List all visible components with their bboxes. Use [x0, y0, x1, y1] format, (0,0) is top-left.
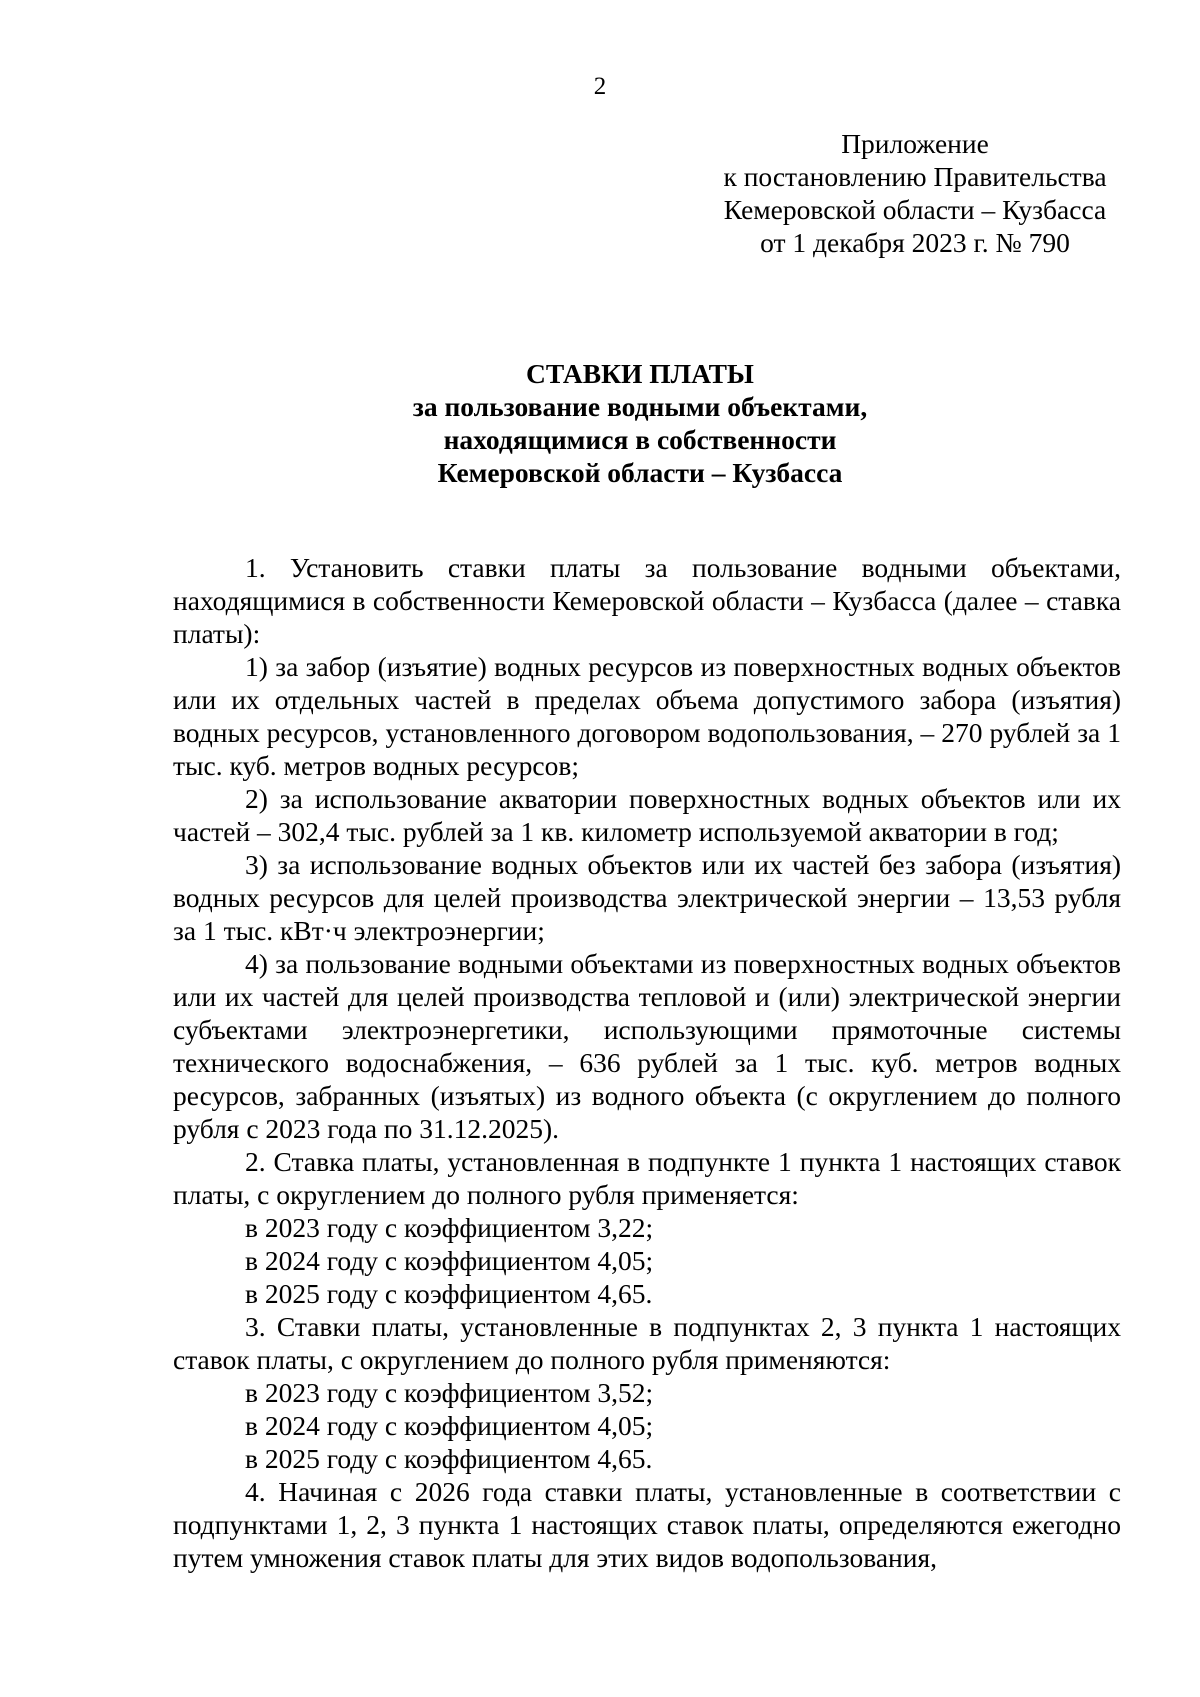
- subparagraph-3: 3) за использование водных объектов или их частей без забора (изъятия) водных ресурсов для целей производства электрической энергии – 13,53 рубля за 1 тыс. кВт·ч электроэнергии;: [173, 849, 1121, 946]
- subtitle-line: находящимися в собственности: [443, 424, 837, 455]
- appendix-line: к постановлению Правительства: [723, 161, 1107, 192]
- coefficient-line: в 2025 году с коэффициентом 4,65.: [245, 1443, 653, 1474]
- appendix-line: Приложение: [841, 128, 989, 159]
- page-number: 2: [593, 73, 607, 100]
- appendix-line: от 1 декабря 2023 г. № 790: [760, 227, 1070, 258]
- subtitle-line: Кемеровской области – Кузбасса: [437, 457, 843, 488]
- coefficient-line: в 2024 году с коэффициентом 4,05;: [245, 1410, 654, 1441]
- coefficient-line: в 2023 году с коэффициентом 3,22;: [245, 1212, 654, 1243]
- paragraph-item-4: 4. Начиная с 2026 года ставки платы, установленные в соответствии с подпунктами 1, 2, 3 пункта 1 настоящих ставок платы, определяются ежегодно путем умножения ставок платы для этих видов водопользования,: [173, 1476, 1121, 1573]
- paragraph-item-3: 3. Ставки платы, установленные в подпунктах 2, 3 пункта 1 настоящих ставок платы, с округлением до полного рубля применяются:: [173, 1311, 1121, 1375]
- coefficient-line: в 2024 году с коэффициентом 4,05;: [245, 1245, 654, 1276]
- appendix-line: Кемеровской области – Кузбасса: [723, 194, 1107, 225]
- subparagraph-4: 4) за пользование водными объектами из поверхностных водных объектов или их частей для целей производства тепловой и (или) электрической энергии субъектами электроэнергетики, использующими прямоточные системы технического водоснабжения, – 636 рублей за 1 тыс. куб. метров водных ресурсов, забранных (изъятых) из водного объекта (с округлением до полного рубля с 2023 года по 31.12.2025).: [173, 948, 1121, 1144]
- coefficient-line: в 2025 году с коэффициентом 4,65.: [245, 1278, 653, 1309]
- document-body: [173, 551, 1121, 1574]
- subtitle-line: за пользование водными объектами,: [412, 391, 868, 422]
- paragraph-item-1: 1. Установить ставки платы за пользование водными объектами, находящимися в собственности Кемеровской области – Кузбасса (далее – ставка платы):: [173, 552, 1121, 649]
- paragraph-item-2: 2. Ставка платы, установленная в подпункте 1 пункта 1 настоящих ставок платы, с округлением до полного рубля применяется:: [173, 1146, 1121, 1210]
- subparagraph-2: 2) за использование акватории поверхностных водных объектов или их частей – 302,4 тыс. рублей за 1 кв. километр используемой акватории в год;: [173, 783, 1121, 847]
- coefficient-line: в 2023 году с коэффициентом 3,52;: [245, 1377, 654, 1408]
- document-title: [160, 357, 1120, 489]
- title-line: СТАВКИ ПЛАТЫ: [526, 358, 754, 389]
- appendix-block: [700, 127, 1130, 259]
- subparagraph-1: 1) за забор (изъятие) водных ресурсов из поверхностных водных объектов или их отдельных частей в пределах объема допустимого забора (изъятия) водных ресурсов, установленного договором водопользования, – 270 рублей за 1 тыс. куб. метров водных ресурсов;: [173, 651, 1121, 781]
